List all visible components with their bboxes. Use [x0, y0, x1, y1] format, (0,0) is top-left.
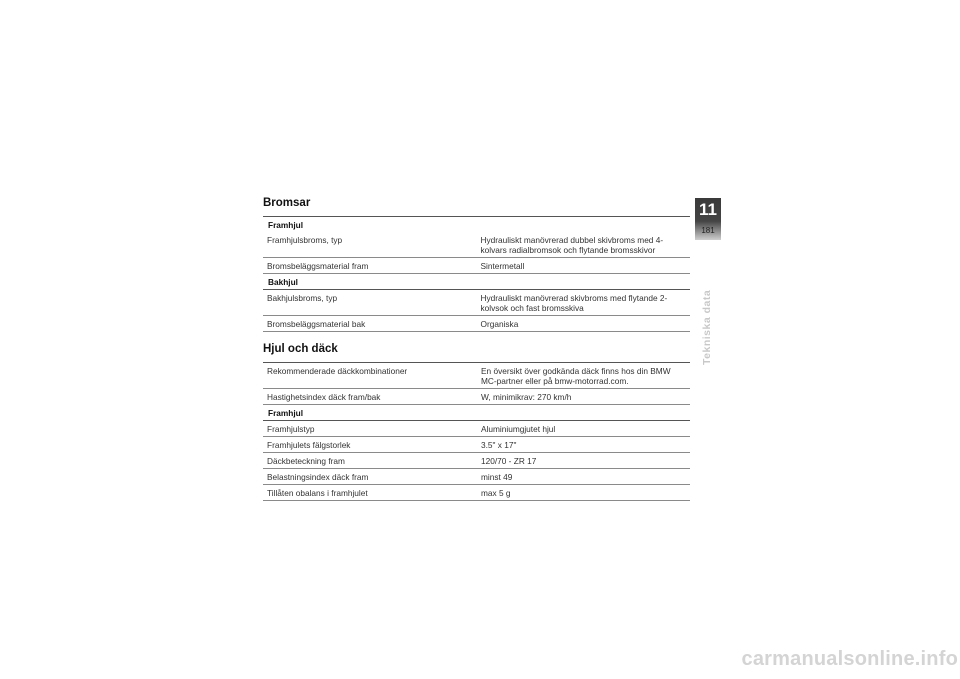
wheels-table	[263, 362, 690, 501]
spec-label: Framhjulstyp	[263, 421, 477, 437]
spec-label: Bromsbeläggsmaterial fram	[263, 258, 477, 274]
group-heading-front: Framhjul	[268, 408, 304, 418]
table-group-row	[263, 405, 690, 421]
spec-value: Organiska	[477, 316, 691, 332]
table-row	[263, 421, 690, 437]
table-row	[263, 485, 690, 501]
table-row	[263, 363, 690, 389]
spec-value: W, minimikrav: 270 km/h	[477, 389, 690, 405]
spec-label: Bromsbeläggsmaterial bak	[263, 316, 477, 332]
page-content	[263, 196, 690, 501]
spec-label: Framhjulsbroms, typ	[263, 232, 477, 258]
spec-label: Rekommenderade däckkombinationer	[263, 363, 477, 389]
spec-value: Sintermetall	[477, 258, 691, 274]
table-row	[263, 316, 690, 332]
section-title-bromsar: Bromsar	[263, 197, 311, 209]
table-row	[263, 258, 690, 274]
table-row	[263, 290, 690, 316]
group-heading-rear: Bakhjul	[268, 277, 298, 287]
spec-value: minst 49	[477, 469, 690, 485]
chapter-side-title: Tekniska data	[701, 289, 713, 365]
brakes-table	[263, 216, 690, 332]
spec-value: Aluminiumgjutet hjul	[477, 421, 690, 437]
spec-value: max 5 g	[477, 485, 690, 501]
spec-value: Hydrauliskt manövrerad dubbel skivbroms med 4-kolvars radialbromsok och flytande bromsskivor	[477, 232, 691, 258]
table-row	[263, 389, 690, 405]
chapter-number: 11	[699, 200, 717, 219]
spec-value: 3.5" x 17"	[477, 437, 690, 453]
table-row	[263, 232, 690, 258]
spec-label: Tillåten obalans i framhjulet	[263, 485, 477, 501]
spec-label: Bakhjulsbroms, typ	[263, 290, 477, 316]
table-row	[263, 453, 690, 469]
page-number: 181	[701, 226, 715, 235]
section-title-hjul: Hjul och däck	[263, 343, 338, 355]
spec-label: Framhjulets fälgstorlek	[263, 437, 477, 453]
spec-label: Hastighetsindex däck fram/bak	[263, 389, 477, 405]
table-row	[263, 437, 690, 453]
table-group-row	[263, 274, 690, 290]
spec-label: Belastningsindex däck fram	[263, 469, 477, 485]
spec-value: 120/70 - ZR 17	[477, 453, 690, 469]
watermark: carmanualsonline.info	[741, 648, 958, 670]
table-row	[263, 469, 690, 485]
spec-label: Däckbeteckning fram	[263, 453, 477, 469]
spec-value: En översikt över godkända däck finns hos din BMW MC-partner eller på bmw-motorrad.com.	[477, 363, 690, 389]
spec-value: Hydrauliskt manövrerad skivbroms med flytande 2-kolvsok och fast bromsskiva	[477, 290, 691, 316]
table-group-row	[263, 217, 690, 233]
group-heading-front: Framhjul	[263, 217, 690, 233]
chapter-tab	[695, 198, 721, 240]
